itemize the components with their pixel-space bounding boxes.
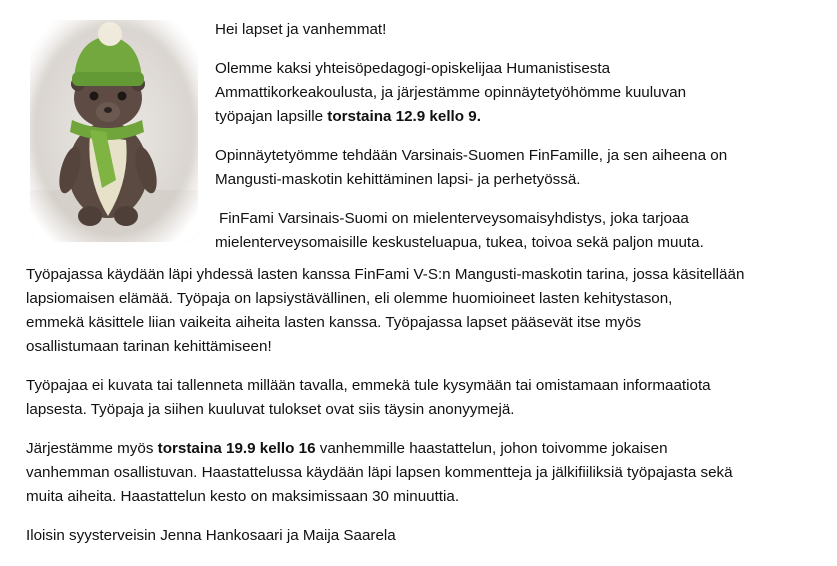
body-column bbox=[26, 263, 826, 563]
interview-date: torstaina 19.9 kello 16 bbox=[157, 440, 316, 457]
intro-column bbox=[215, 18, 825, 270]
crochet-mongoose-toy-photo bbox=[30, 20, 198, 242]
privacy-paragraph: Työpajaa ei kuvata tai tallenneta millään tavalla, emmekä tule kysymään tai omistamaan informaatiota lapsesta. Työpaja ja siihen kuuluvat tulokset ovat siis täysin anonyymejä. bbox=[26, 377, 711, 418]
greeting: Hei lapset ja vanhemmat! bbox=[215, 21, 387, 38]
signature: Iloisin syysterveisin Jenna Hankosaari ja Maija Saarela bbox=[26, 527, 396, 544]
workshop-paragraph: Työpajassa käydään läpi yhdessä lasten kanssa FinFami V-S:n Mangusti-maskotin tarina, jossa käsitellään lapsiomaisen elämää. Työpaja on lapsiystävällinen, eli olemme huomioineet lasten kehitystason, emmekä käsittele liian vaikeita aiheita lasten kanssa. Työpajassa lapset pääsevät itse myös osallistumaan tarinan kehittämiseen! bbox=[26, 266, 745, 355]
mongoose-toy-illustration bbox=[30, 20, 198, 242]
intro-paragraph: Olemme kaksi yhteisöpedagogi-opiskelijaa Humanistisesta Ammattikorkeakoulusta, ja järjestämme opinnäytetyöhömme kuuluvan työpajan lapsille torstaina 12.9 kello 9. bbox=[215, 60, 687, 125]
workshop-date: torstaina 12.9 kello 9. bbox=[327, 108, 481, 125]
finfami-paragraph: FinFami Varsinais-Suomi on mielenterveysomaisyhdistys, joka tarjoaa mielenterveysomaisille keskusteluapua, tukea, toivoa sekä paljon muuta. bbox=[215, 210, 704, 251]
interview-paragraph: Järjestämme myös torstaina 19.9 kello 16 vanhemmille haastattelun, johon toivomme jokaisen vanhemman osallistuvan. Haastattelussa käydään läpi lapsen kommentteja ja jälkifiiliksiä työpajasta sekä muita aiheita. Haastattelun kesto on maksimissaan 30 minuuttia. bbox=[26, 440, 733, 505]
thesis-paragraph: Opinnäytetyömme tehdään Varsinais-Suomen FinFamille, ja sen aiheena on Mangusti-maskotin kehittäminen lapsi- ja perhetyössä. bbox=[215, 147, 728, 188]
